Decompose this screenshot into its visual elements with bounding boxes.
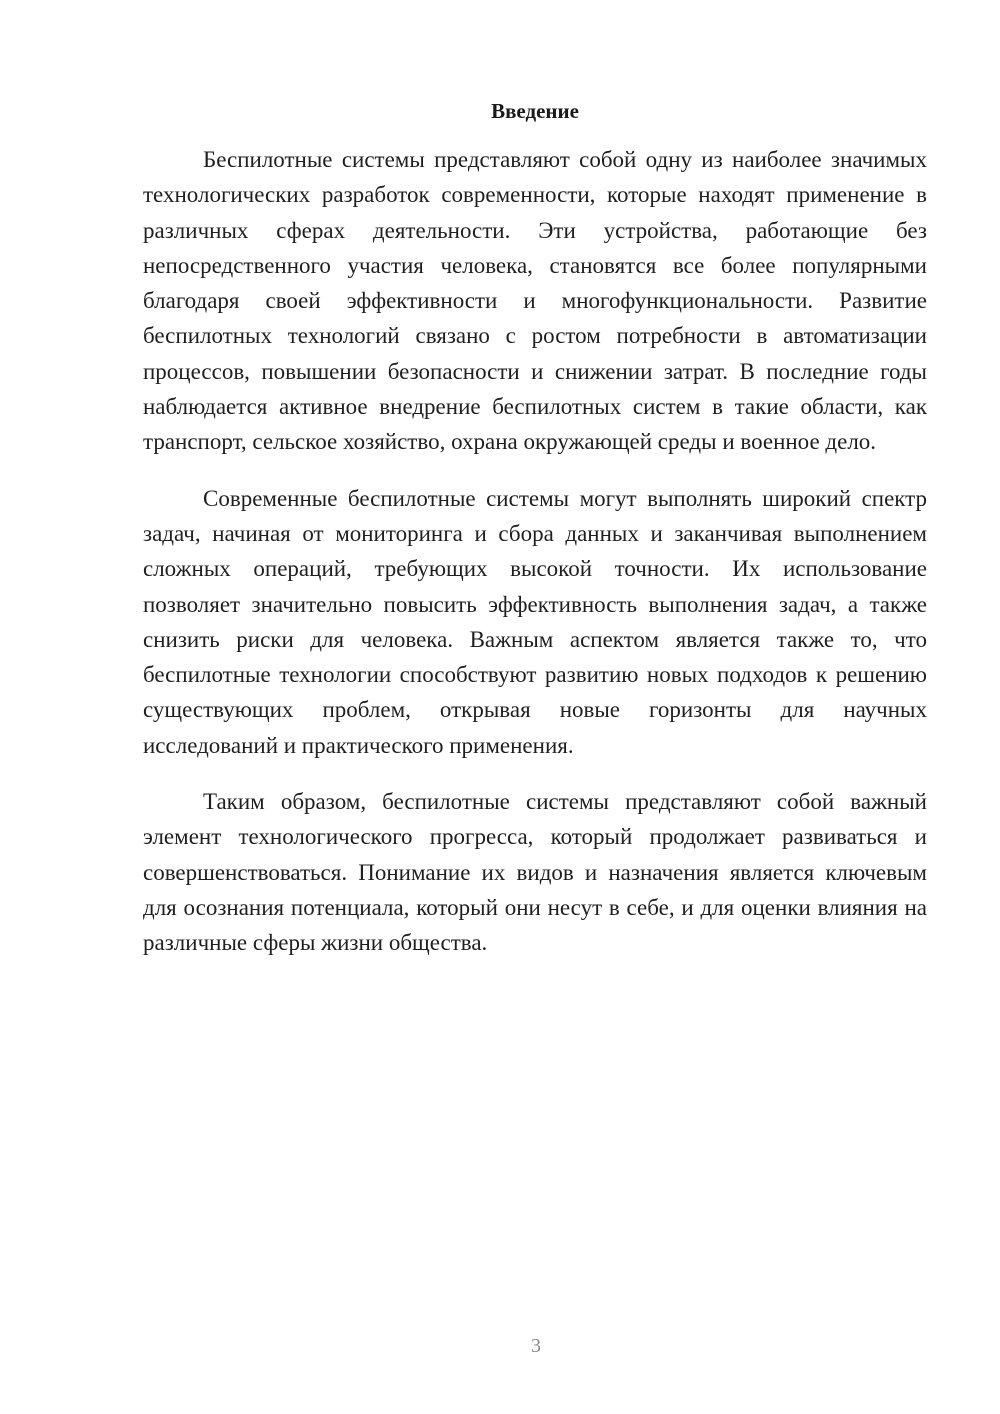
page-number: 3 (531, 1335, 541, 1357)
paragraph-capabilities: Современные беспилотные системы могут выполнять широкий спектр задач, начиная от мониторинга и сбора данных и заканчивая выполнением сложных операций, требующих высокой точности. Их использование позволяет значительно повысить эффективность выполнения задач, а также снизить риски для человека. Важным аспектом является также то, что беспилотные технологии способствуют развитию новых подходов к решению существующих проблем, открывая новые горизонты для научных исследований и практического применения. (143, 485, 927, 758)
section-heading: Введение (491, 99, 579, 123)
body-text (143, 142, 927, 982)
paragraph-intro: Беспилотные системы представляют собой одну из наиболее значимых технологических разработок современности, которые находят применение в различных сферах деятельности. Эти устройства, работающие без непосредственного участия человека, становятся все более популярными благодаря своей эффективности и многофункциональности. Развитие беспилотных технологий связано с ростом потребности в автоматизации процессов, повышении безопасности и снижении затрат. В последние годы наблюдается активное внедрение беспилотных систем в такие области, как транспорт, сельское хозяйство, охрана окружающей среды и военное дело. (143, 147, 927, 455)
paragraph-conclusion: Таким образом, беспилотные системы представляют собой важный элемент технологического прогресса, который продолжает развиваться и совершенствоваться. Понимание их видов и назначения является ключевым для осознания потенциала, который они несут в себе, и для оценки влияния на различные сферы жизни общества. (143, 789, 927, 956)
